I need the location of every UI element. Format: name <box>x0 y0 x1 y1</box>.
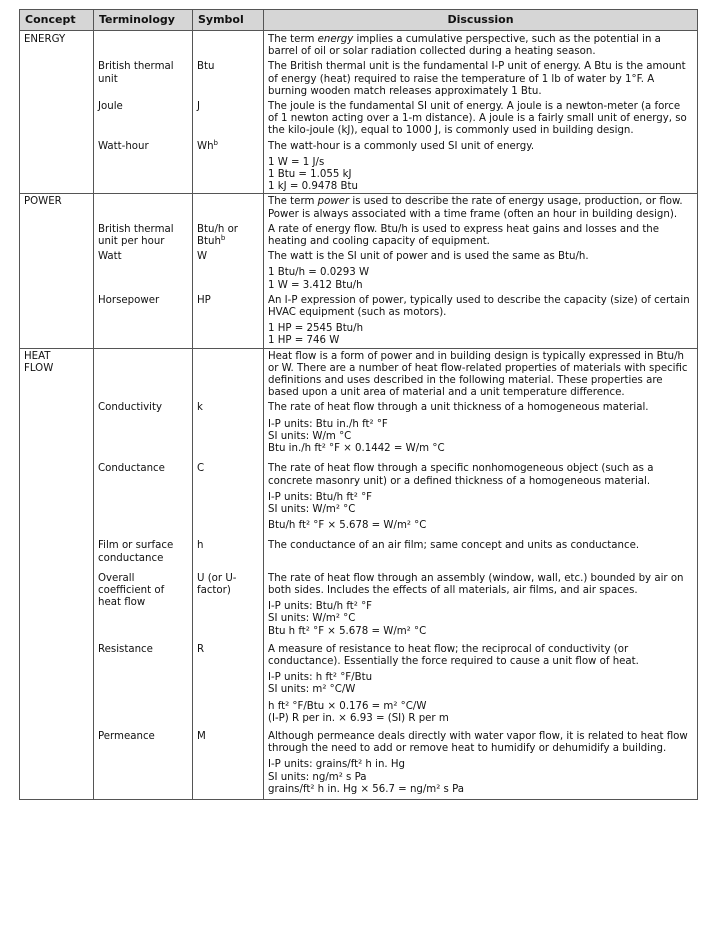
terminology-table <box>19 9 698 800</box>
symbol-cell <box>193 644 264 731</box>
concept-cell <box>20 463 94 540</box>
discussion-cell <box>264 194 698 224</box>
discussion-text <box>268 34 693 58</box>
unit-line: 1 kJ = 0.9478 Btu <box>268 181 358 193</box>
concept-cell <box>20 61 94 101</box>
discussion-cell <box>264 101 698 141</box>
discussion-text-part: A measure of resistance to heat flow; the reciprocal of conductivity (or conductance). Essentially the force required to cause a unit flow of heat. <box>268 643 639 667</box>
unit-line: h ft² °F/Btu × 0.176 = m² °C/W <box>268 700 427 712</box>
concept-cell <box>20 194 94 224</box>
symbol-cell <box>193 224 264 251</box>
footnote-marker: b <box>213 138 218 147</box>
unit-line: SI units: W/m² °C <box>268 503 356 515</box>
discussion-cell <box>264 644 698 731</box>
term-label: Conductance <box>98 463 165 475</box>
term-label: Film or surface conductance <box>98 540 174 564</box>
unit-line: 1 W = 1 J/s <box>268 156 325 168</box>
discussion-cell <box>264 348 698 402</box>
discussion-text <box>268 101 693 138</box>
terminology-cell <box>94 402 193 463</box>
concept-cell <box>20 295 94 348</box>
concept-label: ENERGY <box>24 34 66 45</box>
symbol-cell <box>193 251 264 295</box>
discussion-text-part: The term <box>268 34 318 45</box>
symbol-label: C <box>197 463 205 475</box>
table-body <box>20 31 698 800</box>
table-row <box>20 224 698 251</box>
symbol-label: R <box>197 643 205 655</box>
concept-cell <box>20 348 94 402</box>
table-row <box>20 61 698 101</box>
concept-cell <box>20 101 94 141</box>
footnote-marker: b <box>220 234 226 243</box>
discussion-cell <box>264 251 698 295</box>
terminology-cell <box>94 644 193 731</box>
symbol-cell <box>193 61 264 101</box>
term-label: British thermal unit <box>98 61 174 85</box>
symbol-label: k <box>197 402 203 414</box>
discussion-text <box>268 731 693 755</box>
discussion-text-part: The watt-hour is a commonly used SI unit of energy. <box>268 140 535 152</box>
table-row <box>20 31 698 62</box>
unit-line: SI units: ng/m² s Pa <box>268 771 367 783</box>
unit-line: SI units: W/m °C <box>268 430 352 442</box>
emphasized-term: energy <box>317 34 354 45</box>
unit-line: I-P units: Btu/h ft² °F <box>268 491 373 503</box>
table-row <box>20 251 698 295</box>
symbol-label: Btu <box>197 61 215 73</box>
discussion-text-part: Heat flow is a form of power and in building design is typically expressed in Btu/h or W. There are a number of heat flow-related properties of materials with specific definitions and uses described in the following material. These properties are based upon a unit area of material and a unit temperature difference. <box>268 350 688 399</box>
concept-cell <box>20 141 94 194</box>
unit-line: 1 Btu/h = 0.0293 W <box>268 267 370 279</box>
table-row <box>20 731 698 800</box>
terminology-cell <box>94 31 193 62</box>
discussion-text-part: The watt is the SI unit of power and is used the same as Btu/h. <box>268 251 589 263</box>
discussion-text <box>268 61 693 98</box>
unit-line: 1 W = 3.412 Btu/h <box>268 279 363 291</box>
concept-cell <box>20 31 94 62</box>
terminology-cell <box>94 194 193 224</box>
unit-line: grains/ft² h in. Hg × 56.7 = ng/m² s Pa <box>268 783 465 795</box>
header-terminology: Terminology <box>94 10 193 31</box>
term-label: Resistance <box>98 643 153 655</box>
table-row <box>20 141 698 194</box>
terminology-cell <box>94 251 193 295</box>
discussion-text-part: The rate of heat flow through a specific nonhomogeneous object (such as a concrete masonry unit) or a defined thickness of a homogeneous material. <box>268 463 654 487</box>
table-row <box>20 402 698 463</box>
term-label: Joule <box>98 101 123 113</box>
symbol-label: M <box>197 730 206 742</box>
table-row <box>20 573 698 644</box>
table-row <box>20 295 698 348</box>
unit-line: Btu h ft² °F × 5.678 = W/m² °C <box>268 625 427 637</box>
symbol-label: W <box>197 251 208 263</box>
table-row <box>20 348 698 402</box>
discussion-cell <box>264 31 698 62</box>
discussion-text-part: An I-P expression of power, typically used to describe the capacity (size) of certain HVAC equipment (such as motors). <box>268 294 690 319</box>
symbol-label: HP <box>197 294 211 306</box>
term-label: Watt-hour <box>98 140 149 152</box>
discussion-text <box>268 224 693 248</box>
unit-line: 1 Btu = 1.055 kJ <box>268 169 352 181</box>
unit-line: Btu/h ft² °F × 5.678 = W/m² °C <box>268 520 427 532</box>
term-label: British thermal unit per hour <box>98 223 174 248</box>
unit-line: I-P units: grains/ft² h in. Hg <box>268 759 406 771</box>
terminology-cell <box>94 573 193 644</box>
symbol-label: J <box>197 101 201 113</box>
unit-line: 1 HP = 746 W <box>268 335 340 347</box>
terminology-cell <box>94 61 193 101</box>
terminology-cell <box>94 224 193 251</box>
table-row <box>20 644 698 731</box>
table-row <box>20 540 698 572</box>
concept-label: POWER <box>24 196 62 208</box>
discussion-cell <box>264 731 698 800</box>
symbol-cell <box>193 101 264 141</box>
discussion-text-part: The rate of heat flow through a unit thickness of a homogeneous material. <box>268 402 649 414</box>
unit-line: I-P units: Btu in./h ft² °F <box>268 418 388 430</box>
terminology-cell <box>94 540 193 572</box>
symbol-cell <box>193 295 264 348</box>
discussion-text-part: The term <box>268 196 318 208</box>
symbol-label: Btu/h or Btuh <box>197 223 238 248</box>
discussion-cell <box>264 141 698 194</box>
terminology-cell <box>94 348 193 402</box>
concept-label: HEAT FLOW <box>24 350 54 374</box>
term-label: Watt <box>98 251 122 263</box>
concept-cell <box>20 251 94 295</box>
term-label: Horsepower <box>98 294 160 306</box>
concept-cell <box>20 224 94 251</box>
unit-line: I-P units: Btu/h ft² °F <box>268 601 373 613</box>
header-concept: Concept <box>20 10 94 31</box>
discussion-cell <box>264 224 698 251</box>
discussion-cell <box>264 463 698 540</box>
symbol-cell <box>193 540 264 572</box>
discussion-text-part: The joule is the fundamental SI unit of energy. A joule is a newton-meter (a force of 1 newton acting over a 1-m distance). A joule is a fairly small unit of energy, so the kilo-joule (kJ), equal to 1000 J, is commonly used in building design. <box>268 101 687 137</box>
unit-line: Btu in./h ft² °F × 0.1442 = W/m °C <box>268 443 445 455</box>
table-header-row <box>20 10 698 31</box>
discussion-text-part: Although permeance deals directly with water vapor flow, it is related to heat flow through the need to add or remove heat to humidify or dehumidify a building. <box>268 730 688 755</box>
terminology-cell <box>94 463 193 540</box>
discussion-cell <box>264 402 698 463</box>
symbol-cell <box>193 31 264 62</box>
concept-cell <box>20 402 94 463</box>
unit-line: I-P units: h ft² °F/Btu <box>268 672 373 684</box>
symbol-cell <box>193 402 264 463</box>
discussion-cell <box>264 573 698 644</box>
discussion-text-part: A rate of energy flow. Btu/h is used to express heat gains and losses and the heating and cooling capacity of equipment. <box>268 223 660 248</box>
discussion-text <box>268 351 693 400</box>
header-symbol: Symbol <box>193 10 264 31</box>
discussion-text-part: The rate of heat flow through an assembly (window, wall, etc.) bounded by air on both sides. Includes the effects of all materials, air films, and air spaces. <box>268 572 684 596</box>
concept-cell <box>20 573 94 644</box>
discussion-text <box>268 573 693 597</box>
symbol-label: h <box>197 540 204 552</box>
table-row <box>20 101 698 141</box>
discussion-text-part: The conductance of an air film; same concept and units as conductance. <box>268 540 640 552</box>
discussion-cell <box>264 295 698 348</box>
symbol-cell <box>193 731 264 800</box>
table-row <box>20 194 698 224</box>
discussion-text <box>268 251 693 263</box>
symbol-cell <box>193 194 264 224</box>
discussion-text <box>268 402 693 414</box>
discussion-text <box>268 141 693 153</box>
concept-cell <box>20 731 94 800</box>
symbol-label: Wh <box>197 140 214 152</box>
concept-cell <box>20 540 94 572</box>
header-discussion: Discussion <box>264 10 698 31</box>
terminology-cell <box>94 141 193 194</box>
emphasized-term: power <box>317 196 350 208</box>
concept-cell <box>20 644 94 731</box>
terminology-cell <box>94 731 193 800</box>
discussion-text <box>268 295 693 319</box>
term-label: Conductivity <box>98 402 163 414</box>
symbol-label: U (or U-factor) <box>197 572 237 596</box>
discussion-text <box>268 196 693 220</box>
unit-line: (I-P) R per in. × 6.93 = (SI) R per m <box>268 712 449 724</box>
discussion-text-part: The British thermal unit is the fundamental I-P unit of energy. A Btu is the amount of energy (heat) required to raise the temperature of 1 lb of water by 1°F. A burning wooden match releases approximately 1 Btu. <box>268 61 686 97</box>
unit-line: SI units: W/m² °C <box>268 613 356 625</box>
term-label: Permeance <box>98 730 155 742</box>
unit-line: SI units: m² °C/W <box>268 684 356 696</box>
discussion-cell <box>264 540 698 572</box>
symbol-cell <box>193 463 264 540</box>
discussion-text <box>268 540 693 552</box>
symbol-cell <box>193 348 264 402</box>
unit-line: 1 HP = 2545 Btu/h <box>268 323 364 335</box>
discussion-text <box>268 463 693 487</box>
discussion-text <box>268 644 693 668</box>
discussion-cell <box>264 61 698 101</box>
terminology-cell <box>94 101 193 141</box>
discussion-text-part: implies a cumulative perspective, such as the potential in a barrel of oil or solar radiation collected during a heating season. <box>268 34 661 58</box>
discussion-text-part: is used to describe the rate of energy usage, production, or flow. Power is always associated with a time frame (often an hour in building design). <box>268 196 683 220</box>
table-row <box>20 463 698 540</box>
symbol-cell <box>193 573 264 644</box>
terminology-cell <box>94 295 193 348</box>
term-label: Overall coefficient of heat flow <box>98 572 165 609</box>
symbol-cell <box>193 138 264 194</box>
